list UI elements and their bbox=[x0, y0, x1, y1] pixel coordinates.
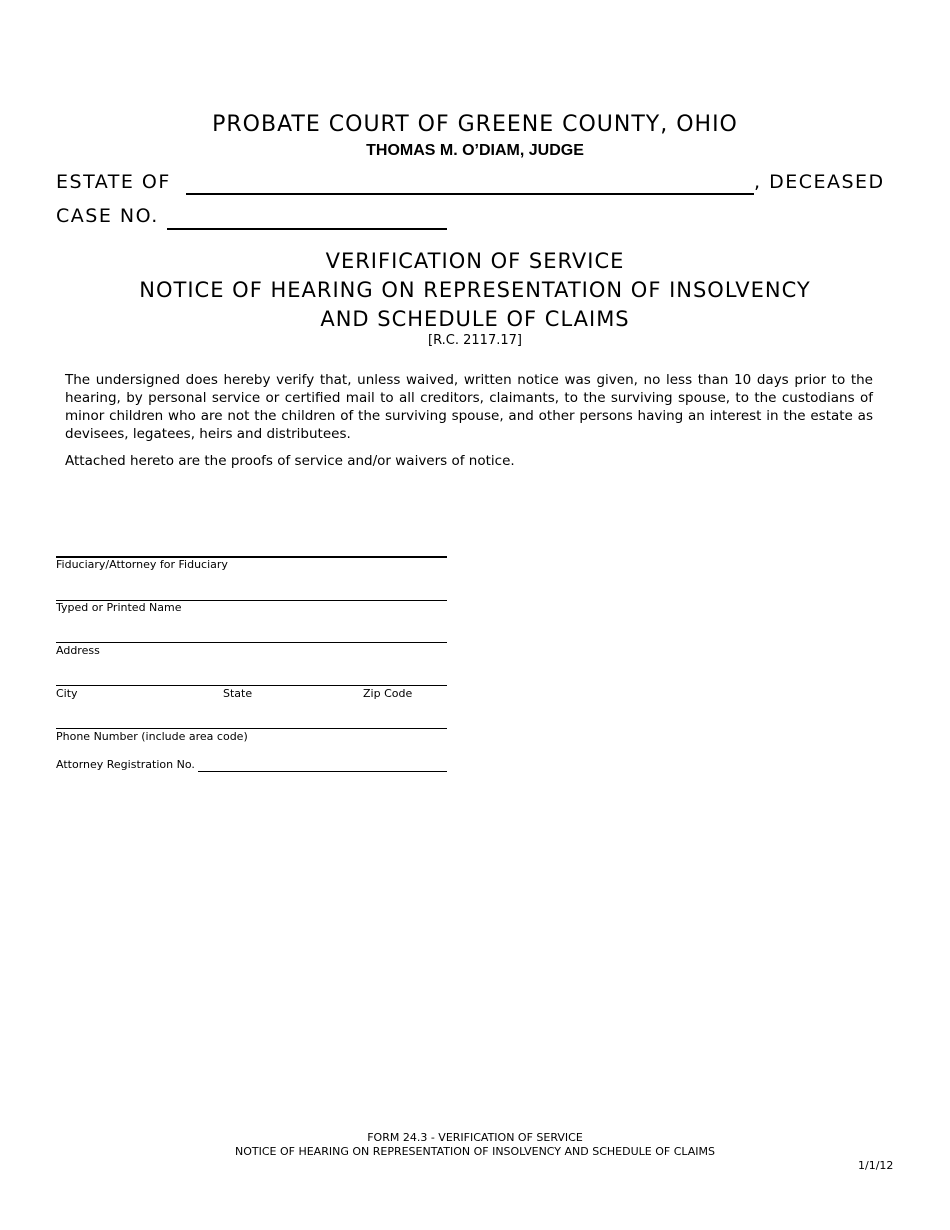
address-line[interactable] bbox=[56, 642, 447, 643]
form-title: VERIFICATION OF SERVICE bbox=[325, 249, 625, 273]
deceased-label: , DECEASED bbox=[754, 171, 885, 193]
city-state-zip-line[interactable] bbox=[56, 685, 447, 686]
form-subtitle-2: AND SCHEDULE OF CLAIMS bbox=[320, 307, 630, 331]
zip-label: Zip Code bbox=[363, 687, 413, 700]
fiduciary-label: Fiduciary/Attorney for Fiduciary bbox=[56, 558, 228, 571]
case-no-field[interactable] bbox=[167, 211, 447, 230]
attorney-registration-label: Attorney Registration No. bbox=[56, 758, 195, 771]
footer-form-title: NOTICE OF HEARING ON REPRESENTATION OF INSOLVENCY AND SCHEDULE OF CLAIMS bbox=[235, 1145, 715, 1158]
case-no-label: CASE NO. bbox=[56, 205, 159, 227]
judge-name: THOMAS M. O’DIAM, JUDGE bbox=[366, 142, 584, 159]
attorney-registration-line[interactable] bbox=[198, 771, 447, 772]
statute-reference: [R.C. 2117.17] bbox=[428, 333, 522, 348]
form-subtitle-1: NOTICE OF HEARING ON REPRESENTATION OF INSOLVENCY bbox=[139, 278, 811, 302]
phone-label: Phone Number (include area code) bbox=[56, 730, 248, 743]
estate-of-field[interactable] bbox=[186, 176, 754, 195]
phone-line[interactable] bbox=[56, 728, 447, 729]
footer-revision-date: 1/1/12 bbox=[858, 1159, 894, 1172]
estate-of-label: ESTATE OF bbox=[56, 171, 171, 193]
attachment-paragraph: Attached hereto are the proofs of service and/or waivers of notice. bbox=[65, 453, 515, 469]
address-label: Address bbox=[56, 644, 100, 657]
state-label: State bbox=[223, 687, 253, 700]
printed-name-label: Typed or Printed Name bbox=[56, 601, 182, 614]
court-name: PROBATE COURT OF GREENE COUNTY, OHIO bbox=[212, 112, 738, 137]
footer-form-number: FORM 24.3 - VERIFICATION OF SERVICE bbox=[367, 1131, 583, 1144]
city-label: City bbox=[56, 687, 78, 700]
verification-paragraph: The undersigned does hereby verify that, unless waived, written notice was given, no less than 10 days prior to the hearing, by personal service or certified mail to all creditors, claimants, to the surviving spouse, to the custodians of minor children who are not the children of the surviving spouse, and other persons having an interest in the estate as devisees, legatees, heirs and distributees. bbox=[65, 372, 873, 442]
